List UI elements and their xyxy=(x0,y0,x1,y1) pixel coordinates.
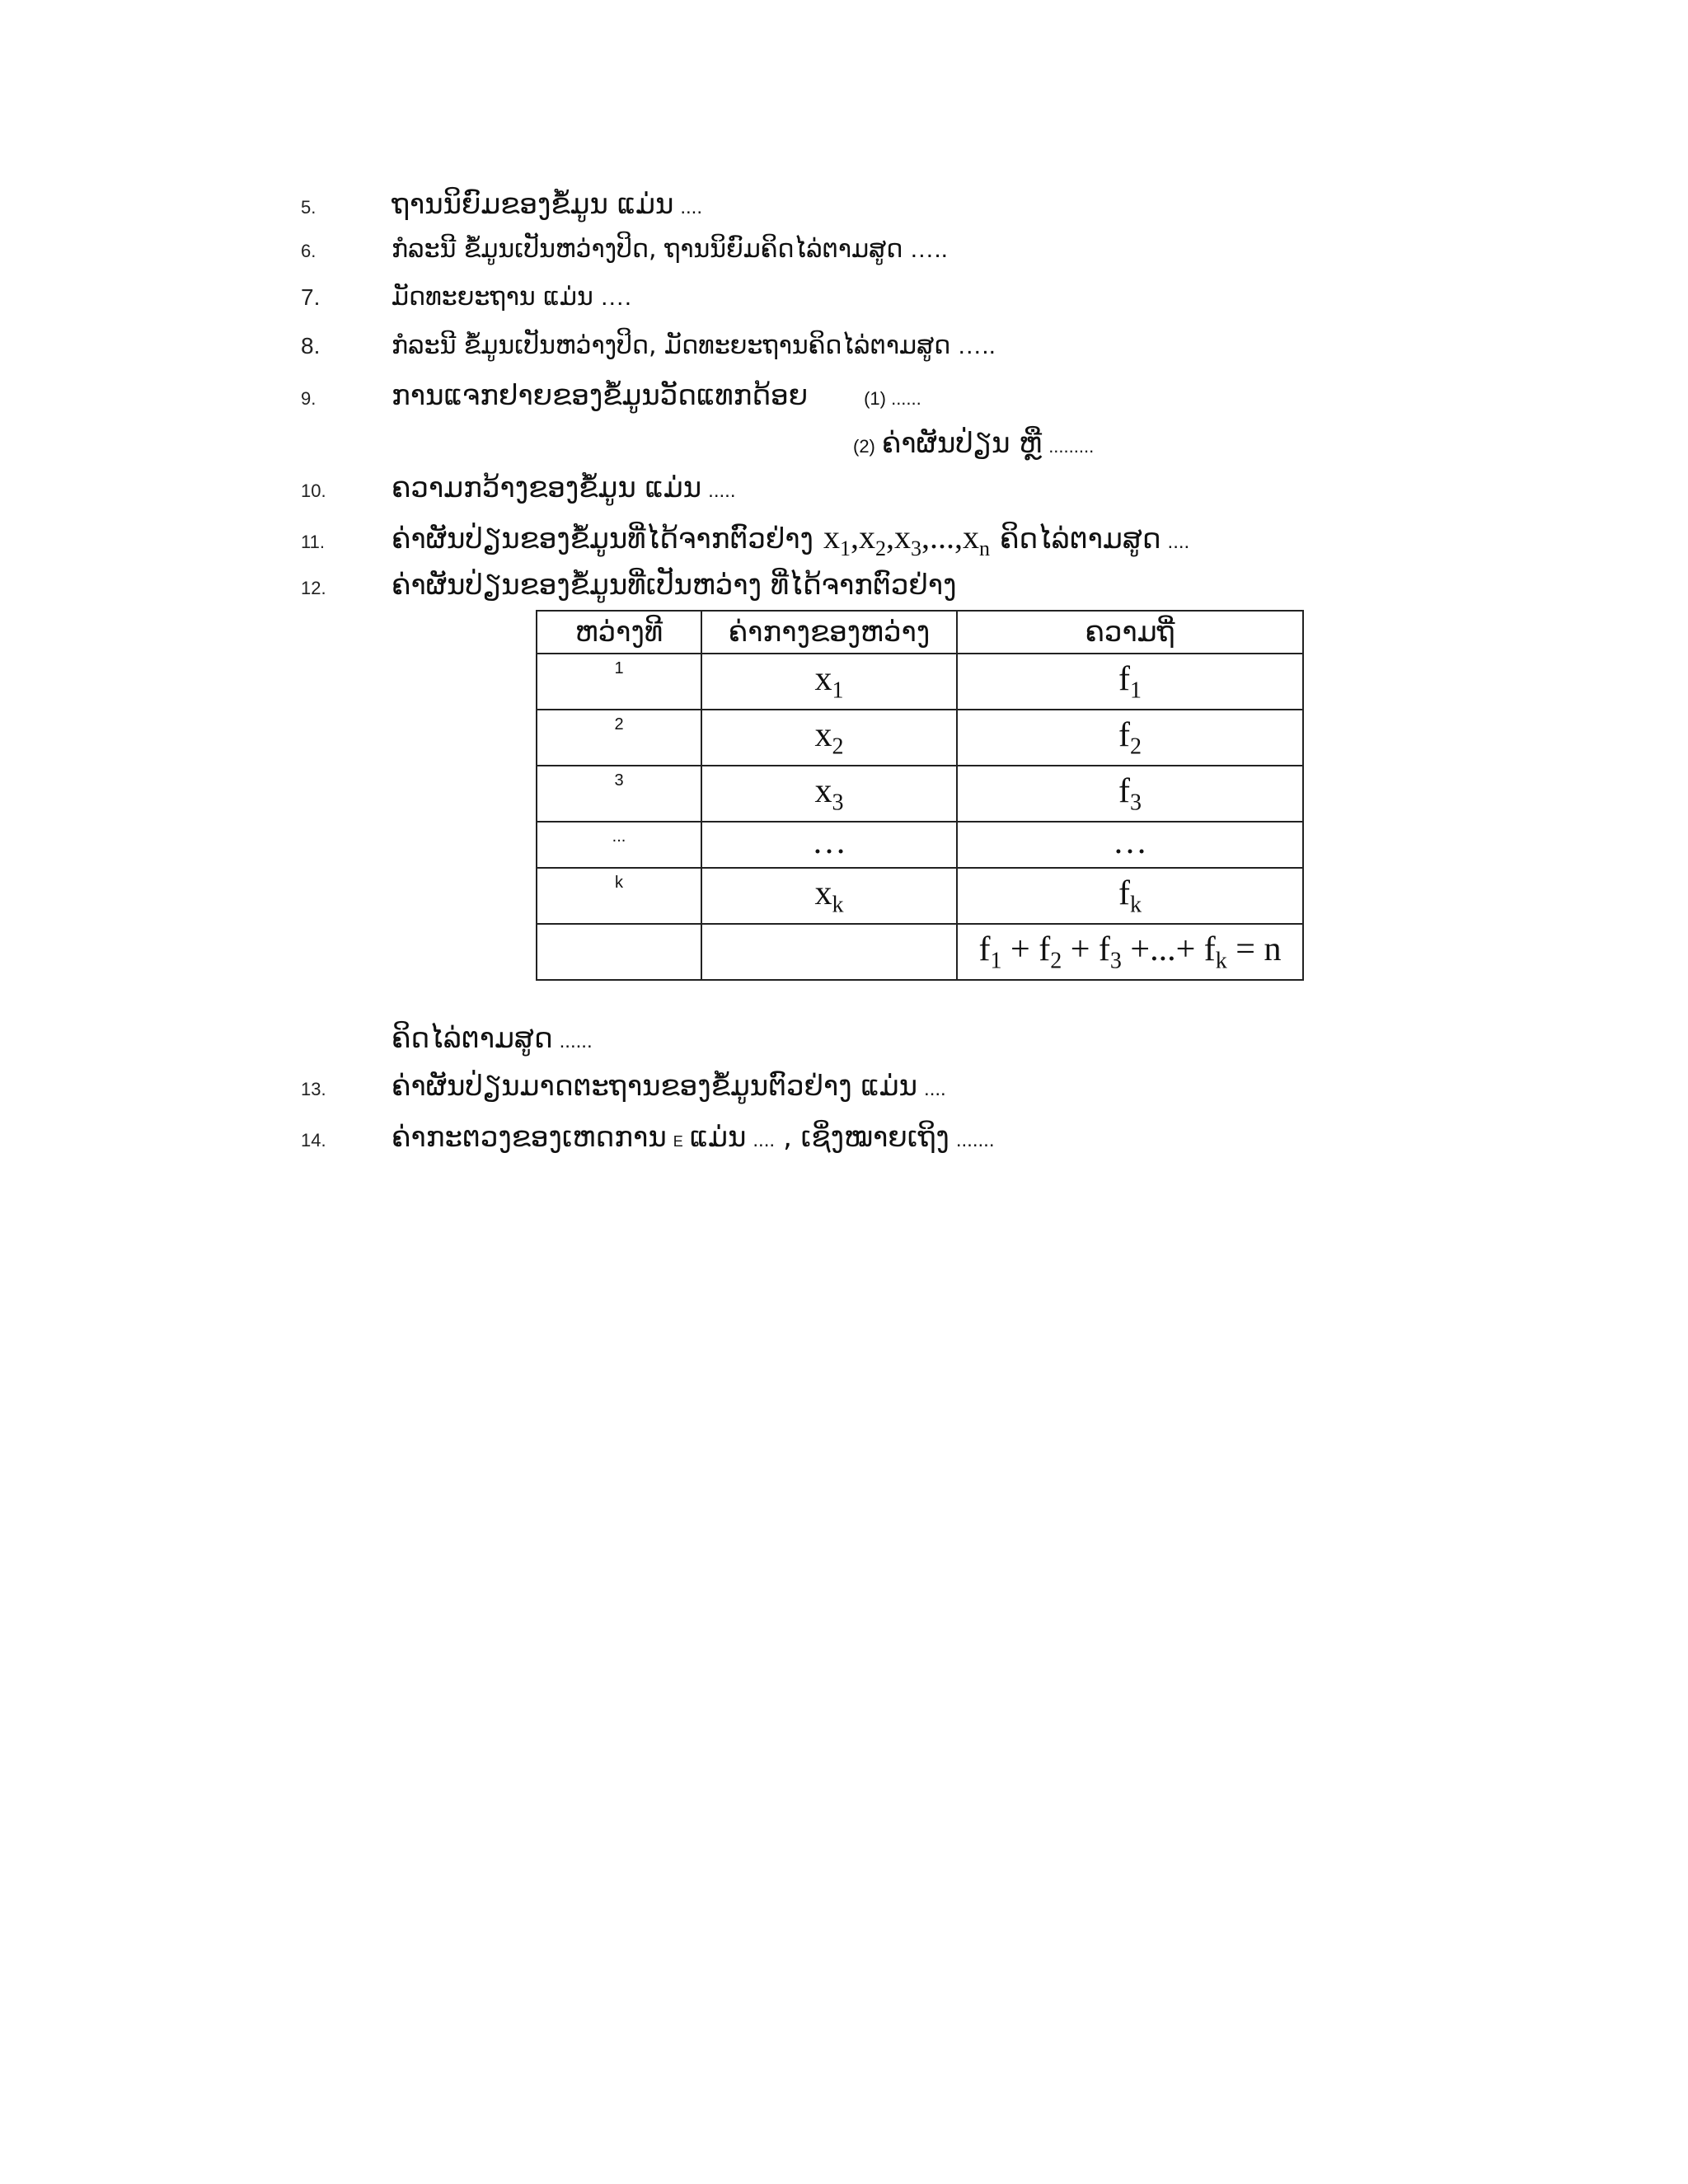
item-number: 8. xyxy=(301,333,321,359)
table-header-row xyxy=(537,611,1303,654)
item-number: 7. xyxy=(301,284,321,310)
item-number: 10. xyxy=(301,480,326,501)
item-text: ມັດທະຍະຖານ ແມ່ນ xyxy=(392,283,593,312)
item-text: ຖານນິຍົມຂອງຂໍ້ມູນ ແມ່ນ xyxy=(392,188,674,221)
item-blank: ...... xyxy=(559,1030,593,1052)
table-row xyxy=(537,822,1303,868)
empty-cell xyxy=(537,924,701,980)
item-text: ຄ່າຜັນປ່ຽນ ຫຼື xyxy=(881,427,1043,460)
item-14 xyxy=(301,1121,995,1154)
frequency-cell: $f_3$ xyxy=(957,766,1303,822)
interval-index: 2 xyxy=(537,710,701,766)
sample-sequence-formula: $x_1,x_2,x_3,...,x_n$ xyxy=(823,518,990,560)
midpoint-cell: $x_3$ xyxy=(701,766,957,822)
header-frequency: ຄວາມຖີ່ xyxy=(957,611,1303,654)
event-symbol: E xyxy=(673,1133,683,1150)
item-blank: (1) ...... xyxy=(864,388,921,409)
item-text: ຄ່າກະຕວງຂອງເຫດການ xyxy=(392,1121,667,1154)
frequency-cell: $f_k$ xyxy=(957,868,1303,924)
midpoint-cell: … xyxy=(701,822,957,868)
table-row xyxy=(537,654,1303,710)
item-blank: .... xyxy=(680,196,703,218)
item-number: 13. xyxy=(301,1079,326,1099)
item-11 xyxy=(301,518,1189,561)
item-number: 12. xyxy=(301,578,326,598)
item-number: 6. xyxy=(301,241,316,261)
table-row xyxy=(537,868,1303,924)
midpoint-cell: $x_2$ xyxy=(701,710,957,766)
frequency-table xyxy=(536,610,1304,981)
item-blank: ....... xyxy=(955,1129,995,1151)
frequency-total: $f_1 + f_2 + f_3$ +...+ $f_k = n$ xyxy=(957,924,1303,980)
interval-index: ... xyxy=(537,822,701,868)
item-blank: ….. xyxy=(909,236,949,263)
item-13 xyxy=(301,1070,946,1103)
item-text: ຄ່າຜັນປ່ຽນຂອງຂໍ້ມູນທີ່ເປັນຫວ່າງ ທີ່ໄດ້ຈາກຕົວຢ່າງ xyxy=(392,569,957,602)
item-text: ການແຈກຢາຍຂອງຂໍ້ມູນວັດແທກດ້ອຍ xyxy=(392,379,809,412)
item-text: ກໍລະນີ ຂໍ້ມູນເປັນຫວ່າງປິດ, ມັດທະຍະຖານຄິດໄລ່ຕາມສູດ xyxy=(392,331,951,360)
item-9 xyxy=(301,379,921,412)
table-row xyxy=(537,710,1303,766)
item-sub-number: (2) xyxy=(853,436,875,457)
item-number: 5. xyxy=(301,197,316,218)
item-10 xyxy=(301,471,736,504)
item-text: ຄວາມກວ້າງຂອງຂໍ້ມູນ ແມ່ນ xyxy=(392,471,702,504)
midpoint-cell: $x_1$ xyxy=(701,654,957,710)
item-number: 14. xyxy=(301,1130,326,1151)
item-text: ກໍລະນີ ຂໍ້ມູນເປັນຫວ່າງປິດ, ຖານນິຍົມຄິດໄລ່ຕາມສູດ xyxy=(392,235,903,264)
midpoint-cell: $x_k$ xyxy=(701,868,957,924)
item-blank: .... xyxy=(924,1078,946,1100)
interval-index: 3 xyxy=(537,766,701,822)
item-6 xyxy=(301,235,948,264)
item-text: ຄ່າຜັນປ່ຽນມາດຕະຖານຂອງຂໍ້ມູນຕົວຢ່າງ ແມ່ນ xyxy=(392,1070,918,1103)
item-number: 11. xyxy=(301,532,325,552)
header-interval: ຫວ່າງທີ xyxy=(537,611,701,654)
item-blank: .... xyxy=(753,1129,776,1151)
item-number: 9. xyxy=(301,388,316,409)
empty-cell xyxy=(701,924,957,980)
item-blank: .... xyxy=(1167,531,1190,553)
item-8 xyxy=(301,331,996,360)
item-7 xyxy=(301,283,631,312)
item-blank: ..... xyxy=(708,480,736,502)
interval-index: k xyxy=(537,868,701,924)
frequency-cell: $f_1$ xyxy=(957,654,1303,710)
header-midpoint: ຄ່າກາງຂອງຫວ່າງ xyxy=(701,611,957,654)
interval-index: 1 xyxy=(537,654,701,710)
frequency-cell: $f_2$ xyxy=(957,710,1303,766)
item-text: ຄິດໄລ່ຕາມສູດ xyxy=(999,523,1161,555)
table-total-row xyxy=(537,924,1303,980)
item-text: ແມ່ນ xyxy=(689,1121,747,1154)
item-9-part-2 xyxy=(853,427,1094,460)
item-text: ຄ່າຜັນປ່ຽນຂອງຂໍ້ມູນທີ່ໄດ້ຈາກຕົວຢ່າງ xyxy=(392,523,814,555)
item-blank: ….. xyxy=(957,332,996,359)
item-text: ຄິດໄລ່ຕາມສູດ xyxy=(392,1022,553,1055)
item-5 xyxy=(301,188,702,221)
item-blank: …. xyxy=(599,284,632,311)
table-row xyxy=(537,766,1303,822)
item-blank: ......... xyxy=(1048,436,1095,457)
item-12 xyxy=(301,569,956,602)
item-text: , ເຊິ່ງໝາຍເຖິງ xyxy=(783,1121,950,1154)
frequency-cell: … xyxy=(957,822,1303,868)
item-12-formula-line xyxy=(392,1022,593,1055)
